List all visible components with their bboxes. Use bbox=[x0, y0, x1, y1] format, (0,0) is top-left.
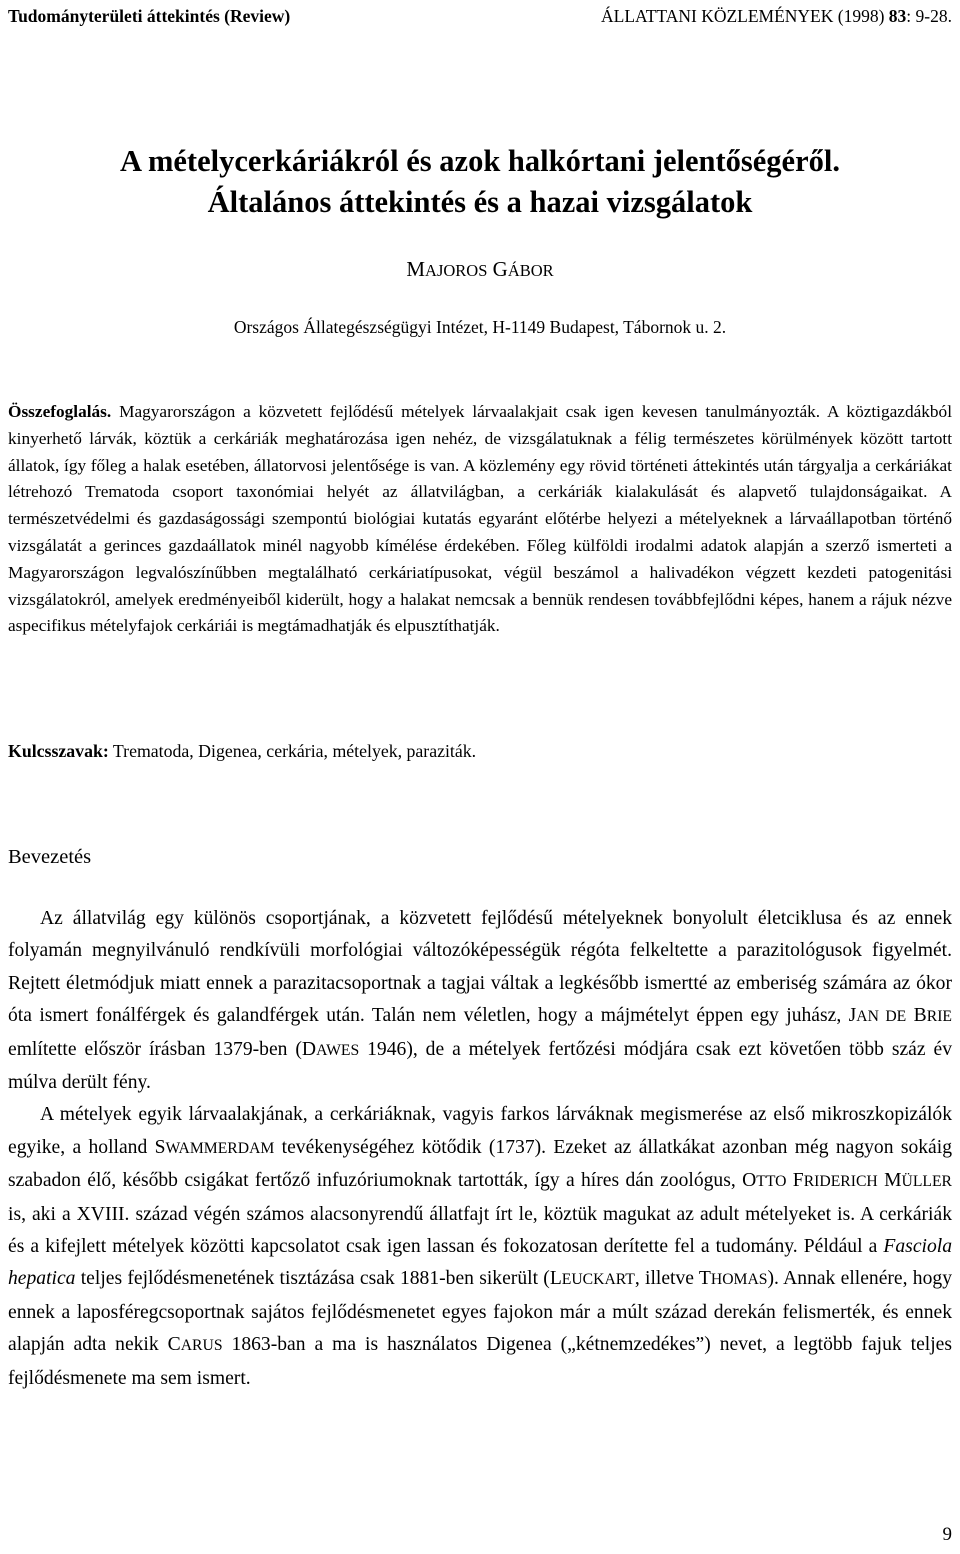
author-ref-rest: RIDERICH bbox=[803, 1173, 878, 1191]
para2-text-e: , illetve bbox=[634, 1268, 699, 1290]
pages-range: : 9-28. bbox=[906, 6, 952, 26]
author-ref-initial: B bbox=[906, 1005, 927, 1027]
author-ref-initial: M bbox=[877, 1170, 902, 1192]
abstract-text: Magyarországon a közvetett fejlődésű mételyek lárvaalakjait csak igen kevesen tanulmányozták. A köztigazdákból kinyerhető lárvák, köztük a cerkáriák meghatározása igen nehéz, de vizsgálatuknak a félig természetes körülmények között tartott állatok, így főleg a halak esetében, állatorvosi jelentősége is van. A közlemény egy rövid történeti áttekintés után tárgyalja a cerkáriákat létrehozó Trematoda csoport taxonómiai helyét az állatvilágban, a cerkáriák kialakulását és alapvető tulajdonságaikat. A természetvédelmi és gazdaságossági szempontú biológiai kutatás egyaránt előtérbe helyezi a mételyeknek a lárvaállapotban történő vizsgálatát a gerinces gazdaállatok minél nagyobb kímélése érdekében. Főleg külföldi irodalmi adatok alapján a szerző ismerteti a Magyarországon legvalószínűbben megtalálható cerkáriatípusokat, végül beszámol a halivadékon végzett kezdeti patogenitási vizsgálatokról, amelyek eredményeiből kiderült, hogy a halakat nemcsak a bennük rendesen továbbfejlődni képes, hanem a rájuk nézve aspecifikus mételyfajok cerkáriái is megtámadhatják és elpusztíthatják. bbox=[8, 402, 952, 636]
author-ref-rest: HOMAS bbox=[710, 1271, 768, 1289]
para2-text-g: 1863-ban a ma is használatos Digenea („kétnemzedékes”) nevet, a legtöbb fajuk teljes fejlődésmenete ma sem ismert. bbox=[8, 1334, 953, 1389]
author-given-initial: M bbox=[406, 257, 426, 281]
species-name: Fasciola hepatica bbox=[8, 1236, 952, 1290]
running-header-right bbox=[601, 6, 952, 27]
keywords bbox=[8, 741, 476, 762]
author-ref-initial: O bbox=[742, 1170, 757, 1192]
author-ref-rest: WAMMERDAM bbox=[165, 1139, 275, 1157]
paper-title-line-1: A mételycerkáriákról és azok halkórtani jelentőségéről. bbox=[120, 144, 840, 178]
author-ref-rest: AN DE bbox=[856, 1008, 907, 1026]
author-ref-initial: L bbox=[549, 1268, 562, 1290]
author-ref-rest: ÜLLER bbox=[901, 1173, 952, 1191]
author-family-rest: ÁBOR bbox=[507, 261, 554, 280]
volume-number: 83 bbox=[888, 6, 907, 26]
author-ref-rest: TTO bbox=[756, 1173, 787, 1191]
author-ref-initial: S bbox=[154, 1136, 166, 1158]
keywords-heading: Kulcsszavak: bbox=[8, 741, 109, 761]
author-name bbox=[0, 257, 960, 282]
author-ref-initial: C bbox=[167, 1334, 181, 1356]
body-text bbox=[8, 903, 952, 1395]
para2-text-c: is, aki a XVIII. század végén számos alacsonyrendű állatfajt írt le, köztük magukat az adult mételyeket is. A cerkáriák és a kifejlett mételyek közötti kapcsolatot csak igen lassan és fokozatosan derítette fel a tudomány. Például a bbox=[8, 1203, 952, 1258]
para2-text-a: A mételyek egyik lárvaalakjának, a cerkáriáknak, vagyis farkos lárváknak megismerése az első mikroszkopizálók egyike, a holland bbox=[8, 1104, 952, 1158]
para2-text-f: ). Annak ellenére, hogy ennek a laposféregcsoportnak sajátos fejlődésmenetet egyes fajokon már a múlt század derekán felismerték, és ennek alapján adta nekik bbox=[8, 1268, 952, 1356]
author-ref-initial: T bbox=[698, 1268, 711, 1290]
paragraph-1 bbox=[8, 903, 952, 1099]
author-ref-rest: AWES bbox=[316, 1041, 360, 1059]
para2-text-b: tevékenységéhez kötődik (1737). Ezeket az állatkákat azonban még nagyon sokáig szabadon élő, később csigákat fertőző infuzóriumoknak tartották, így a híres dán zoológus, bbox=[8, 1136, 952, 1192]
author-ref-rest: RIE bbox=[926, 1008, 952, 1026]
author-ref-rest: EUCKART bbox=[561, 1271, 635, 1289]
para1-text-a: Az állatvilág egy különös csoportjának, a közvetett fejlődésű mételyeknek bonyolult életciklusa és az ennek folyamán megnyilvánuló rendkívüli morfológiai változóképességük régóta felkeltette a parazitológusok figyelmét. Rejtett életmódjuk miatt ennek a parazitacsoportnak a tagjai váltak a legkésőbb ismertté az emberiség számára az ókor óta ismert fonálférgek és galandférgek után. Talán nem véletlen, hogy a májmételyt éppen egy juhász, bbox=[8, 908, 952, 1027]
author-ref-initial: F bbox=[786, 1170, 804, 1192]
para1-text-c: 1946), de a mételyek fertőzési módjára csak ezt követően több száz év múlva derült fény. bbox=[8, 1038, 952, 1094]
paper-title-line-2: Általános áttekintés és a hazai vizsgálatok bbox=[207, 185, 753, 219]
para1-text-b: említette először írásban 1379-ben ( bbox=[8, 1038, 302, 1060]
section-heading: Bevezetés bbox=[8, 846, 92, 868]
keywords-text: Trematoda, Digenea, cerkária, mételyek, paraziták. bbox=[108, 741, 477, 761]
author-ref-initial: D bbox=[301, 1038, 317, 1060]
author-family-initial: G bbox=[492, 257, 508, 281]
author-ref-initial: J bbox=[848, 1005, 857, 1027]
abstract bbox=[8, 399, 952, 640]
running-header-left: Tudományterületi áttekintés (Review) bbox=[8, 6, 291, 26]
author-affiliation: Országos Állategészségügyi Intézet, H-1149 Budapest, Tábornok u. 2. bbox=[233, 317, 727, 337]
author-ref-rest: ARUS bbox=[180, 1337, 223, 1355]
paragraph-2 bbox=[8, 1099, 952, 1395]
page-number: 9 bbox=[942, 1524, 952, 1545]
abstract-heading: Összefoglalás. bbox=[8, 402, 112, 421]
journal-citation: ÁLLATTANI KÖZLEMÉNYEK (1998) bbox=[601, 6, 889, 26]
para2-text-d: teljes fejlődésmenetének tisztázása csak 1881-ben sikerült ( bbox=[75, 1268, 550, 1290]
author-given-rest: AJOROS bbox=[425, 261, 488, 280]
